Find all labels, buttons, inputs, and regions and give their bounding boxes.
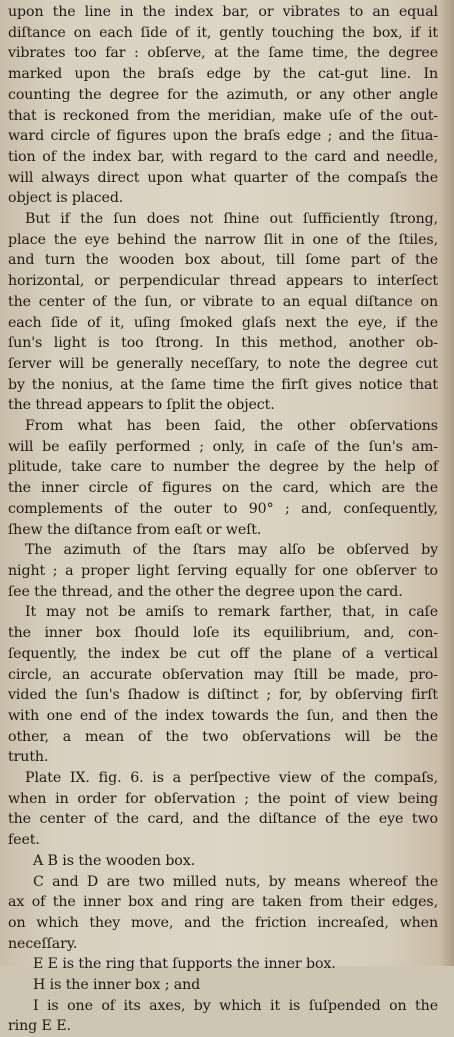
text-line: diſtance on each ſide of it, gently touching the box, if it: [8, 24, 438, 41]
page-edge-shadow: [440, 0, 454, 966]
text-line: ax of the inner box and ring are taken from their edges,: [8, 894, 438, 911]
text-line: ring E E.: [8, 1018, 71, 1035]
text-line: It may not be amiſs to remark farther, that, in caſe: [25, 604, 438, 621]
text-line: the thread appears to ſplit the object.: [8, 397, 275, 414]
text-line: vided the ſun's ſhadow is diſtinct ; for, by obſerving firſt: [8, 687, 438, 704]
paragraph-9: [8, 954, 438, 975]
text-line: circle, an accurate obſervation may ſtill be made, pro-: [8, 666, 438, 683]
text-line: ſequently, the index be cut off the plane of a vertical: [8, 645, 438, 662]
text-line: the center of the card, and the diſtance of the eye two: [8, 811, 438, 828]
text-line: the center of the ſun, or vibrate to an equal diſtance on: [8, 293, 438, 310]
text-line: when in order for obſervation ; the point of view being: [8, 790, 438, 807]
paragraph-3: [8, 416, 438, 540]
text-line: I is one of its axes, by which it is ſuſpended on the: [33, 997, 438, 1014]
text-line: ſhew the diſtance from eaſt or weſt.: [8, 521, 262, 538]
text-line: The azimuth of the ſtars may alſo be obſerved by: [25, 542, 438, 559]
text-line: and turn the wooden box about, till ſome part of the: [8, 252, 438, 269]
paragraph-1: [8, 2, 438, 209]
text-line: E E is the ring that ſupports the inner box.: [33, 956, 336, 973]
text-line: the inner box ſhould loſe its equilibrium, and, con-: [8, 625, 438, 642]
text-line: But if the ſun does not ſhine out ſufficiently ſtrong,: [25, 211, 438, 228]
text-line: other, a mean of the two obſervations will be the: [8, 728, 438, 745]
text-line: From what has been ſaid, the other obſervations: [25, 418, 438, 435]
text-line: object is placed.: [8, 190, 124, 207]
paragraph-6: [8, 768, 438, 851]
text-line: ward circle of figures upon the braſs edge ; and the ſitua-: [8, 128, 438, 145]
text-line: H is the inner box ; and: [33, 977, 201, 994]
text-line: ſerver will be generally neceſſary, to note the degree cut: [8, 355, 438, 372]
text-line: by the nonius, at the ſame time the firſt gives notice that: [8, 376, 438, 393]
paragraph-7: [8, 851, 438, 872]
text-line: horizontal, or perpendicular thread appears to interſect: [8, 273, 438, 290]
text-line: upon the line in the index bar, or vibrates to an equal: [8, 4, 438, 20]
text-line: Plate IX. fig. 6. is a perſpective view of the compaſs,: [25, 770, 438, 787]
text-line: vibrates too far : obſerve, at the ſame time, the degree: [8, 45, 438, 62]
paragraph-4: [8, 540, 438, 602]
text-line: plitude, take care to number the degree by the help of: [8, 459, 438, 476]
text-line: will be eaſily performed ; only, in caſe of the ſun's am-: [8, 438, 438, 455]
text-line: will always direct upon what quarter of the compaſs the: [8, 169, 438, 186]
paragraph-5: [8, 602, 438, 768]
text-line: truth.: [8, 749, 49, 766]
paragraph-8: [8, 872, 438, 955]
text-line: each ſide of it, uſing ſmoked glaſs next the eye, if the: [8, 314, 438, 331]
text-line: complements of the outer to 90° ; and, conſequently,: [8, 500, 438, 517]
text-line: tion of the index bar, with regard to the card and needle,: [8, 148, 438, 165]
text-line: ſun's light is too ſtrong. In this method, another ob-: [8, 335, 438, 352]
text-line: C and D are two milled nuts, by means whereof the: [33, 873, 438, 890]
text-line: ſee the thread, and the other the degree upon the card.: [8, 583, 403, 600]
text-line: the inner circle of figures on the card, which are the: [8, 480, 438, 497]
paragraph-11: [8, 996, 438, 1035]
text-line: night ; a proper light ſerving equally for one obſerver to: [8, 562, 438, 579]
paragraph-10: [8, 975, 438, 996]
text-line: with one end of the index towards the ſun, and then the: [8, 707, 438, 724]
page-text: [8, 2, 438, 1035]
text-line: feet.: [8, 832, 40, 849]
text-line: that is reckoned from the meridian, make uſe of the out-: [8, 107, 438, 124]
text-line: on which they move, and the friction increaſed, when: [8, 914, 438, 931]
text-line: neceſſary.: [8, 935, 78, 952]
text-line: place the eye behind the narrow ſlit in one of the ſtiles,: [8, 231, 438, 248]
text-line: marked upon the braſs edge by the cat-gut line. In: [8, 66, 438, 83]
text-line: counting the degree for the azimuth, or any other angle: [8, 86, 438, 103]
text-line: A B is the wooden box.: [33, 852, 196, 869]
paragraph-2: [8, 209, 438, 416]
